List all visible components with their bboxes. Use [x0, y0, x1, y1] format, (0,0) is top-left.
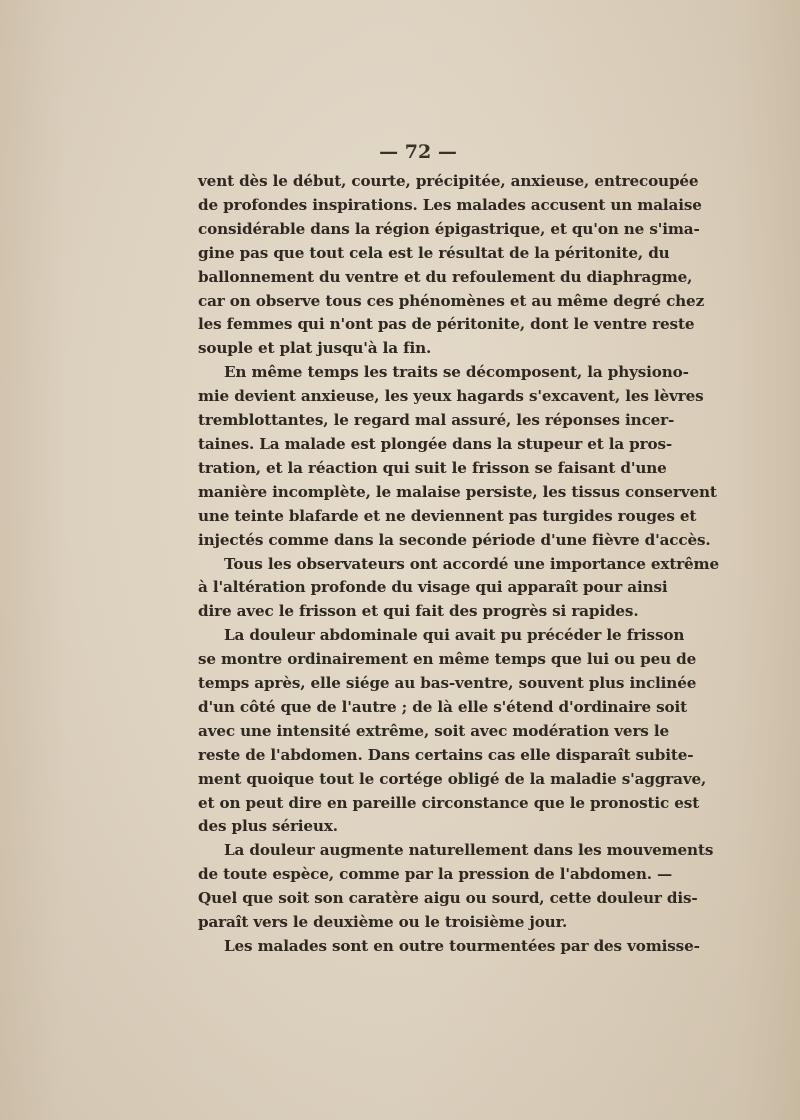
text-line: des plus sérieux. — [198, 817, 338, 836]
text-line: La douleur abdominale qui avait pu précéder le frisson — [224, 626, 685, 645]
paragraph — [198, 839, 714, 935]
text-line: et on peut dire en pareille circonstance que le pronostic est — [198, 793, 700, 812]
text-line: Quel que soit son caratère aigu ou sourd, cette douleur dis- — [198, 889, 698, 908]
text-line: d'un côté que de l'autre ; de là elle s'étend d'ordinaire soit — [198, 697, 687, 716]
text-line: tration, et la réaction qui suit le frisson se faisant d'une — [198, 458, 667, 477]
text-line: à l'altération profonde du visage qui apparaît pour ainsi — [198, 578, 668, 597]
text-line: manière incomplète, le malaise persiste, les tissus conservent — [198, 482, 717, 501]
text-line: Tous les observateurs ont accordé une importance extrême — [224, 554, 719, 573]
text-line: Les malades sont en outre tourmentées par des vomisse- — [224, 937, 700, 955]
text-line: souple et plat jusqu'à la fin. — [198, 339, 432, 358]
paragraph — [198, 624, 707, 839]
text-line: tremblottantes, le regard mal assuré, les réponses incer- — [198, 411, 675, 430]
text-line: En même temps les traits se décomposent, la physiono- — [224, 363, 689, 382]
text-line: temps après, elle siége au bas-ventre, souvent plus inclinée — [198, 674, 697, 693]
text-line: ment quoique tout le cortége obligé de la maladie s'aggrave, — [198, 769, 707, 788]
paragraph — [198, 170, 705, 361]
text-line: ballonnement du ventre et du refoulement du diaphragme, — [198, 267, 693, 286]
text-line: de profondes inspirations. Les malades accusent un malaise — [198, 195, 702, 214]
text-line: taines. La malade est plongée dans la stupeur et la pros- — [198, 434, 673, 453]
text-line: se montre ordinairement en même temps que lui ou peu de — [198, 650, 697, 669]
text-line: mie devient anxieuse, les yeux hagards s'excavent, les lèvres — [198, 387, 704, 406]
text-line: une teinte blafarde et ne deviennent pas turgides rouges et — [198, 506, 697, 525]
text-line: les femmes qui n'ont pas de péritonite, dont le ventre reste — [198, 315, 695, 334]
body-text — [198, 170, 719, 959]
paragraph — [198, 935, 700, 959]
text-line: de toute espèce, comme par la pression de l'abdomen. — — [198, 865, 673, 884]
page-number: — 72 — — [379, 141, 457, 163]
text-line: vent dès le début, courte, précipitée, anxieuse, entrecoupée — [198, 172, 699, 190]
text-line: considérable dans la région épigastrique, et qu'on ne s'ima- — [198, 219, 700, 238]
paragraph — [198, 361, 717, 552]
text-line: car on observe tous ces phénomènes et au même degré chez — [198, 291, 705, 310]
text-line: avec une intensité extrême, soit avec modération vers le — [198, 721, 669, 740]
text-line: injectés comme dans la seconde période d'une fièvre d'accès. — [198, 530, 711, 549]
paragraph — [198, 553, 719, 625]
text-line: reste de l'abdomen. Dans certains cas elle disparaît subite- — [198, 745, 694, 764]
text-line: dire avec le frisson et qui fait des progrès si rapides. — [198, 602, 639, 621]
text-line: gine pas que tout cela est le résultat de la péritonite, du — [198, 243, 670, 262]
text-line: La douleur augmente naturellement dans les mouvements — [224, 841, 714, 860]
text-line: paraît vers le deuxième ou le troisième jour. — [198, 913, 568, 932]
